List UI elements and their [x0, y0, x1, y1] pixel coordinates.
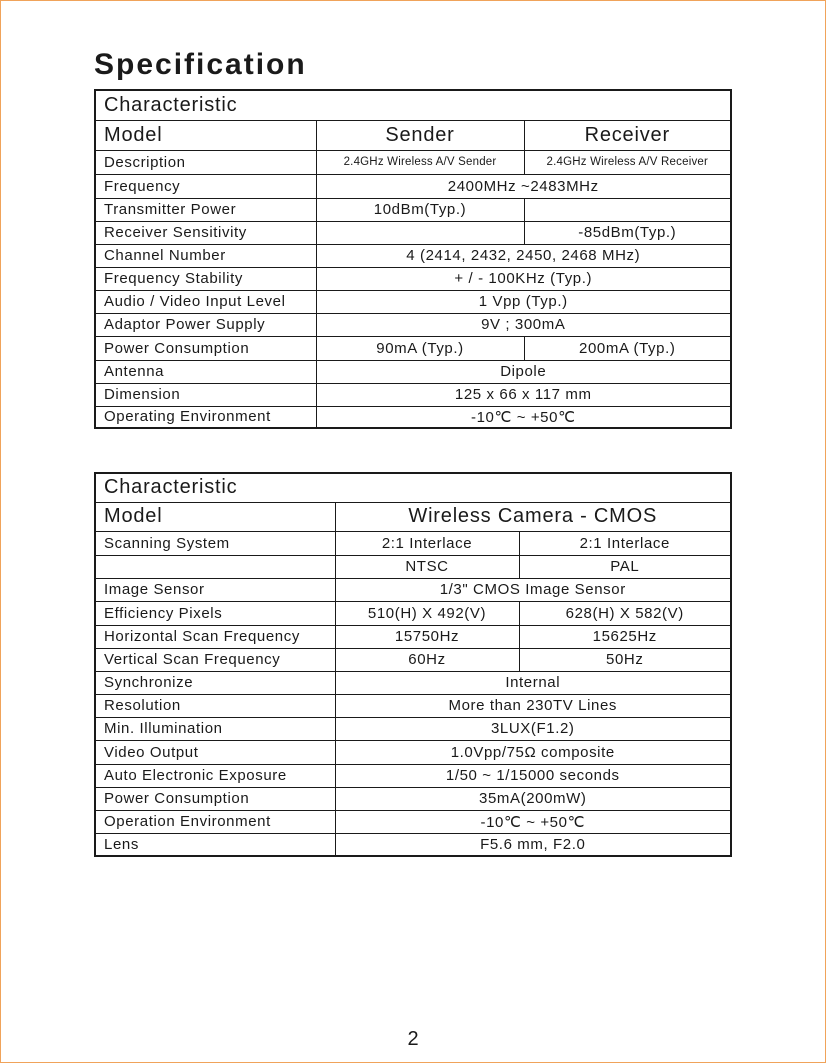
- ntsc-value: 510(H) X 492(V): [335, 601, 519, 625]
- row-label: Horizontal Scan Frequency: [95, 625, 335, 648]
- table-row: [95, 740, 731, 764]
- table-row: [95, 833, 731, 856]
- row-label: Scanning System: [95, 531, 335, 555]
- table-row: [95, 531, 731, 555]
- row-label: Audio / Video Input Level: [95, 290, 316, 313]
- table-row: [95, 360, 731, 383]
- table-row: [95, 290, 731, 313]
- receiver-column-header: Receiver: [524, 120, 731, 150]
- row-label: Video Output: [95, 740, 335, 764]
- receiver-value: 200mA (Typ.): [524, 336, 731, 360]
- row-value: Internal: [335, 671, 731, 694]
- row-value: 1/50 ~ 1/15000 seconds: [335, 764, 731, 787]
- sender-value: [316, 221, 524, 244]
- table-row: [95, 578, 731, 601]
- ntsc-value: NTSC: [335, 555, 519, 578]
- table-row: [95, 694, 731, 717]
- table-title-row: [95, 90, 731, 120]
- row-label: Power Consumption: [95, 787, 335, 810]
- table-row: [95, 555, 731, 578]
- row-value: -10℃ ~ +50℃: [316, 406, 731, 428]
- table-row: [95, 625, 731, 648]
- camera-column-header: Wireless Camera - CMOS: [335, 502, 731, 531]
- table-row: [95, 764, 731, 787]
- row-label: [95, 555, 335, 578]
- row-value: 4 (2414, 2432, 2450, 2468 MHz): [316, 244, 731, 267]
- row-value: + / - 100KHz (Typ.): [316, 267, 731, 290]
- row-value: 35mA(200mW): [335, 787, 731, 810]
- table-row: [95, 198, 731, 221]
- row-value: 1.0Vpp/75Ω composite: [335, 740, 731, 764]
- row-label: Synchronize: [95, 671, 335, 694]
- row-label: Efficiency Pixels: [95, 601, 335, 625]
- pal-value: 50Hz: [519, 648, 731, 671]
- table-row: [95, 406, 731, 428]
- row-value: Dipole: [316, 360, 731, 383]
- row-label: Dimension: [95, 383, 316, 406]
- row-value: 9V ; 300mA: [316, 313, 731, 336]
- page-number: 2: [407, 1028, 419, 1050]
- row-label: Transmitter Power: [95, 198, 316, 221]
- table-row: [95, 648, 731, 671]
- table-row: [95, 244, 731, 267]
- row-label: Description: [95, 150, 316, 174]
- table-title-row: [95, 473, 731, 502]
- row-label: Image Sensor: [95, 578, 335, 601]
- pal-value: 2:1 Interlace: [519, 531, 731, 555]
- table-header-row: [95, 120, 731, 150]
- sender-value: 2.4GHz Wireless A/V Sender: [316, 150, 524, 174]
- row-label: Lens: [95, 833, 335, 856]
- row-value: 3LUX(F1.2): [335, 717, 731, 740]
- model-label: Model: [95, 120, 316, 150]
- table-header-row: [95, 502, 731, 531]
- table-row: [95, 336, 731, 360]
- model-label: Model: [95, 502, 335, 531]
- row-label: Resolution: [95, 694, 335, 717]
- row-label: Operation Environment: [95, 810, 335, 833]
- row-label: Min. Illumination: [95, 717, 335, 740]
- table-row: [95, 221, 731, 244]
- row-value: 1/3" CMOS Image Sensor: [335, 578, 731, 601]
- table-row: [95, 787, 731, 810]
- receiver-value: 2.4GHz Wireless A/V Receiver: [524, 150, 731, 174]
- row-label: Antenna: [95, 360, 316, 383]
- ntsc-value: 15750Hz: [335, 625, 519, 648]
- row-label: Operating Environment: [95, 406, 316, 428]
- row-value: 125 x 66 x 117 mm: [316, 383, 731, 406]
- row-label: Vertical Scan Frequency: [95, 648, 335, 671]
- table-title: Characteristic: [95, 90, 731, 120]
- row-label: Frequency: [95, 174, 316, 198]
- row-value: More than 230TV Lines: [335, 694, 731, 717]
- table-row: [95, 601, 731, 625]
- table-row: [95, 150, 731, 174]
- page-title: Specification: [94, 48, 307, 81]
- ntsc-value: 60Hz: [335, 648, 519, 671]
- ntsc-value: 2:1 Interlace: [335, 531, 519, 555]
- table-row: [95, 267, 731, 290]
- row-value: 1 Vpp (Typ.): [316, 290, 731, 313]
- receiver-value: [524, 198, 731, 221]
- pal-value: PAL: [519, 555, 731, 578]
- row-label: Receiver Sensitivity: [95, 221, 316, 244]
- row-label: Auto Electronic Exposure: [95, 764, 335, 787]
- row-label: Adaptor Power Supply: [95, 313, 316, 336]
- sender-receiver-spec-table: [94, 89, 732, 429]
- sender-value: 10dBm(Typ.): [316, 198, 524, 221]
- table-row: [95, 174, 731, 198]
- row-label: Channel Number: [95, 244, 316, 267]
- pal-value: 15625Hz: [519, 625, 731, 648]
- sender-column-header: Sender: [316, 120, 524, 150]
- row-value: F5.6 mm, F2.0: [335, 833, 731, 856]
- camera-spec-table: [94, 472, 732, 857]
- table-title: Characteristic: [95, 473, 731, 502]
- sender-value: 90mA (Typ.): [316, 336, 524, 360]
- row-label: Power Consumption: [95, 336, 316, 360]
- table-row: [95, 810, 731, 833]
- row-value: 2400MHz ~2483MHz: [316, 174, 731, 198]
- table-row: [95, 383, 731, 406]
- table-row: [95, 717, 731, 740]
- table-row: [95, 313, 731, 336]
- table-row: [95, 671, 731, 694]
- row-value: -10℃ ~ +50℃: [335, 810, 731, 833]
- row-label: Frequency Stability: [95, 267, 316, 290]
- receiver-value: -85dBm(Typ.): [524, 221, 731, 244]
- pal-value: 628(H) X 582(V): [519, 601, 731, 625]
